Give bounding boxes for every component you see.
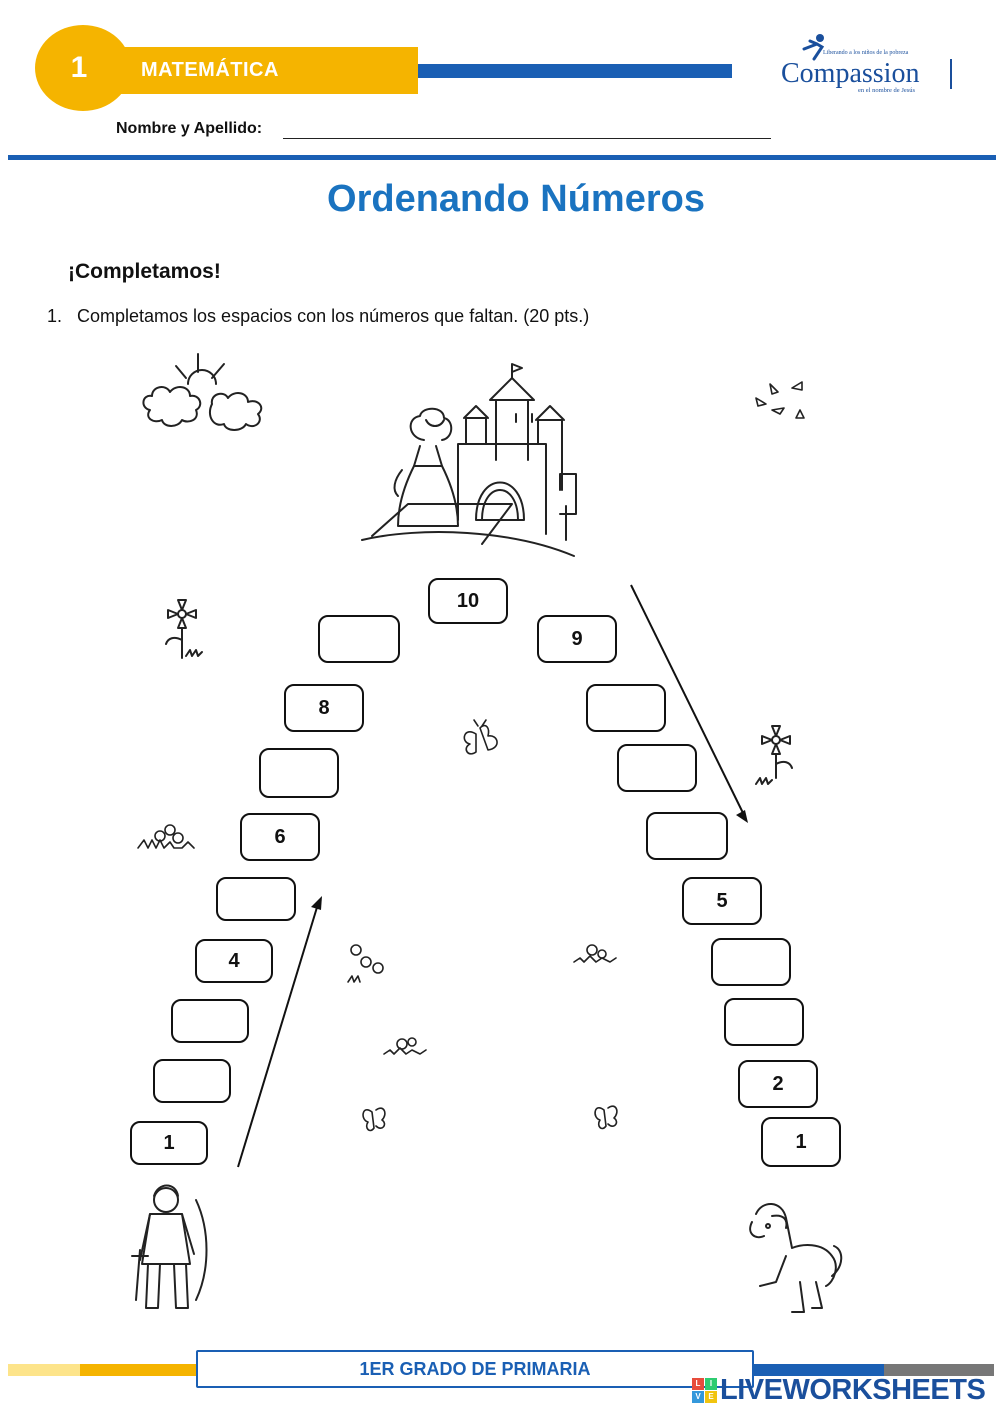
prince-icon: [132, 1186, 207, 1309]
birds-icon: [756, 382, 804, 418]
grade-number: 1: [70, 51, 88, 84]
lw-square-e: E: [705, 1391, 717, 1403]
footer-stripe-yellow: [80, 1364, 198, 1376]
answer-box-left-3[interactable]: [171, 999, 249, 1043]
answer-box-left-5[interactable]: [216, 877, 296, 921]
liveworksheets-squares-icon: [692, 1378, 717, 1403]
number-box-right-2: 2: [738, 1060, 818, 1108]
number-box-right-9: 9: [537, 615, 617, 663]
number-box-right-5: 5: [682, 877, 762, 925]
lw-square-v: V: [692, 1391, 704, 1403]
answer-box-right-7[interactable]: [617, 744, 697, 792]
arrow-icon: [238, 896, 322, 1167]
footer-banner: [196, 1350, 754, 1388]
answer-box-right-4[interactable]: [711, 938, 791, 986]
logo-tagline: Liberando a los niños de la pobreza: [823, 50, 909, 56]
butterfly-icon: [363, 720, 617, 1130]
answer-box-left-7[interactable]: [259, 748, 339, 798]
clouds-sun-icon: [143, 354, 261, 430]
flower-icon: [756, 726, 792, 784]
lw-square-l: L: [692, 1378, 704, 1390]
number-box-left-6: 6: [240, 813, 320, 861]
name-label: Nombre y Apellido:: [116, 120, 263, 137]
castle-princess-icon: [362, 364, 576, 556]
answer-box-right-3[interactable]: [724, 998, 804, 1046]
instruction-number: 1.: [47, 306, 63, 326]
instruction-text: Completamos los espacios con los números que faltan. (20 pts.): [77, 306, 590, 326]
horse-icon: [750, 1204, 841, 1312]
section-heading: ¡Completamos!: [68, 260, 221, 283]
subject-label: MATEMÁTICA: [141, 59, 279, 81]
page-title: Ordenando Números: [327, 178, 705, 220]
number-box-left-1: 1: [130, 1121, 208, 1165]
logo-wordmark: Compassion: [781, 58, 920, 89]
lw-square-i: I: [705, 1378, 717, 1390]
logo-subtitle: en el nombre de Jesús: [858, 87, 916, 94]
answer-box-left-9[interactable]: [318, 615, 400, 663]
number-box-right-1: 1: [761, 1117, 841, 1167]
footer-stripe-light: [8, 1364, 80, 1376]
flower-icon: [166, 600, 202, 658]
number-box-top: 10: [428, 578, 508, 624]
number-box-left-4: 4: [195, 939, 273, 983]
answer-box-right-8[interactable]: [586, 684, 666, 732]
number-box-left-8: 8: [284, 684, 364, 732]
liveworksheets-brand: LIVEWORKSHEETS: [720, 1373, 986, 1406]
liveworksheets-logo: [692, 1373, 985, 1407]
answer-box-left-2[interactable]: [153, 1059, 231, 1103]
answer-box-right-6[interactable]: [646, 812, 728, 860]
footer-grade-label: 1ER GRADO DE PRIMARIA: [359, 1358, 591, 1379]
